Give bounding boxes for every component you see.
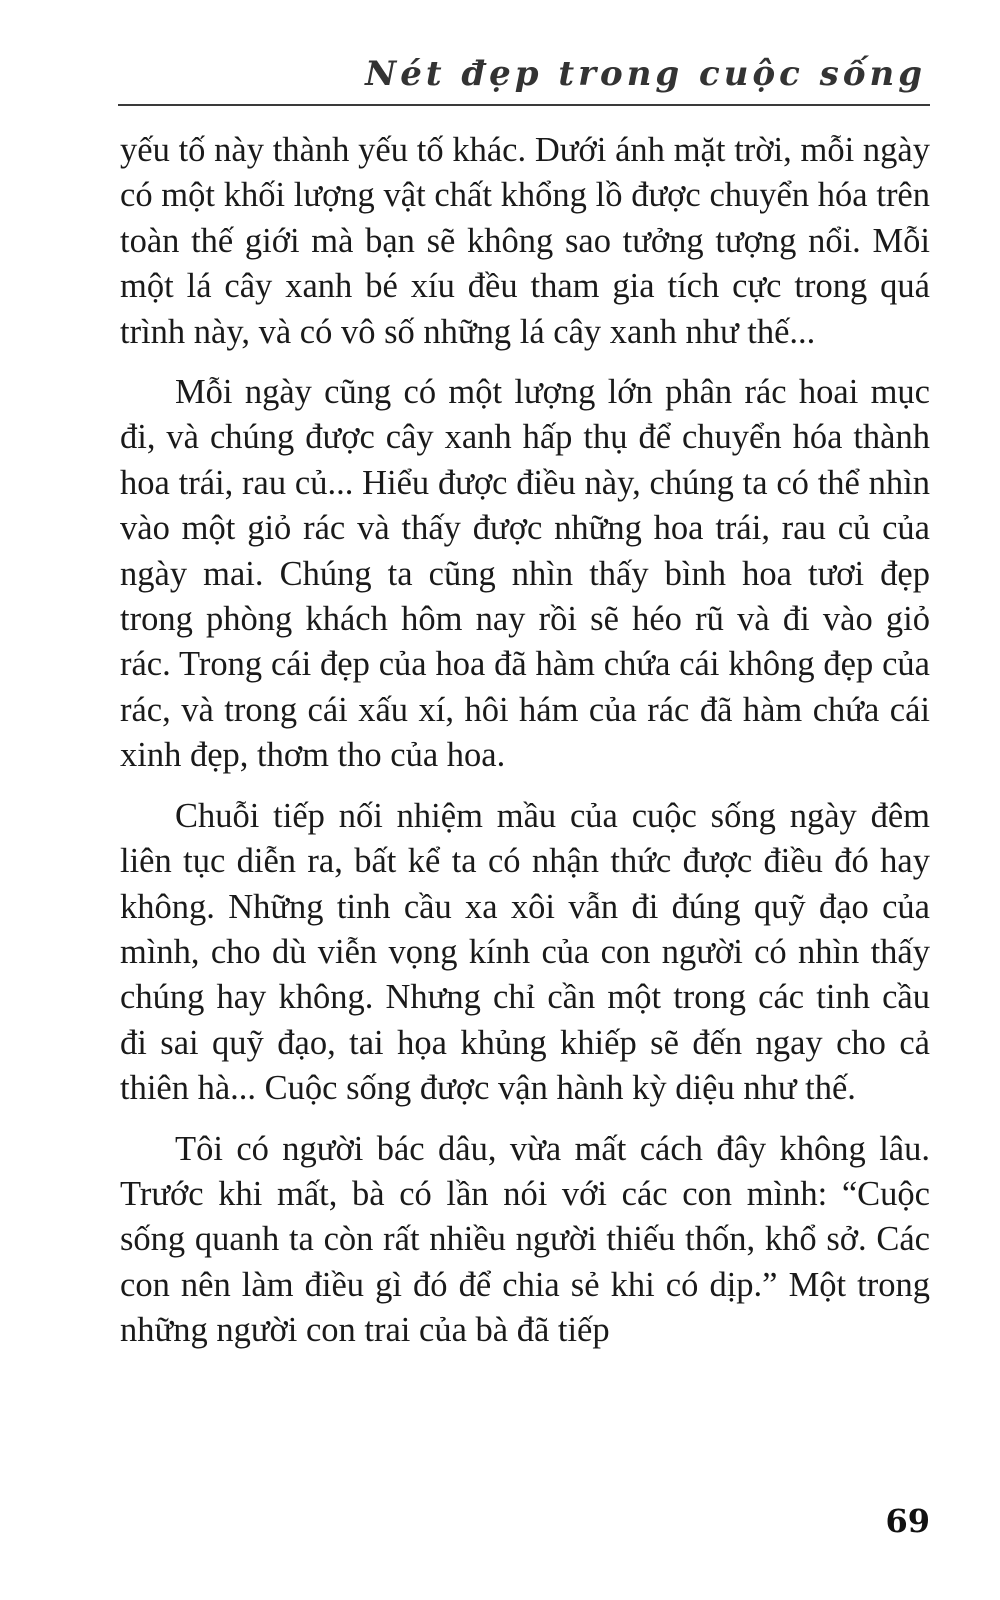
paragraph: Tôi có người bác dâu, vừa mất cách đây không lâu. Trước khi mất, bà có lần nói với các con mình: “Cuộc sống quanh ta còn rất nhiều người thiếu thốn, khổ sở. Các con nên làm điều gì đó để chia sẻ khi có dịp.” Một trong những người con trai của bà đã tiếp xyxy=(120,1129,930,1350)
page-number: 69 xyxy=(885,1502,930,1540)
paragraph: Chuỗi tiếp nối nhiệm mầu của cuộc sống ngày đêm liên tục diễn ra, bất kể ta có nhận thức được điều đó hay không. Những tinh cầu xa xôi vẫn đi đúng quỹ đạo của mình, cho dù viễn vọng kính của con người có nhìn thấy chúng hay không. Nhưng chỉ cần một trong các tinh cầu đi sai quỹ đạo, tai họa khủng khiếp sẽ đến ngay cho cả thiên hà... Cuộc sống được vận hành kỳ diệu như thế. xyxy=(120,796,930,1108)
paragraph: Mỗi ngày cũng có một lượng lớn phân rác hoai mục đi, và chúng được cây xanh hấp thụ để chuyển hóa thành hoa trái, rau củ... Hiểu được điều này, chúng ta có thể nhìn vào một giỏ rác và thấy được những hoa trái, rau củ của ngày mai. Chúng ta cũng nhìn thấy bình hoa tươi đẹp trong phòng khách hôm nay rồi sẽ héo rũ và đi vào giỏ rác. Trong cái đẹp của hoa đã hàm chứa cái không đẹp của rác, và trong cái xấu xí, hôi hám của rác đã hàm chứa cái xinh đẹp, thơm tho của hoa. xyxy=(120,373,930,775)
running-header-title: Nét đẹp trong cuộc sống xyxy=(365,54,926,94)
paragraph: yếu tố này thành yếu tố khác. Dưới ánh mặt trời, mỗi ngày có một khối lượng vật chất khổng lồ được chuyển hóa trên toàn thế giới mà bạn sẽ không sao tưởng tượng nổi. Mỗi một lá cây xanh bé xíu đều tham gia tích cực trong quá trình này, và có vô số những lá cây xanh như thế... xyxy=(120,131,930,351)
running-header xyxy=(118,40,930,106)
page-body xyxy=(120,128,930,1369)
